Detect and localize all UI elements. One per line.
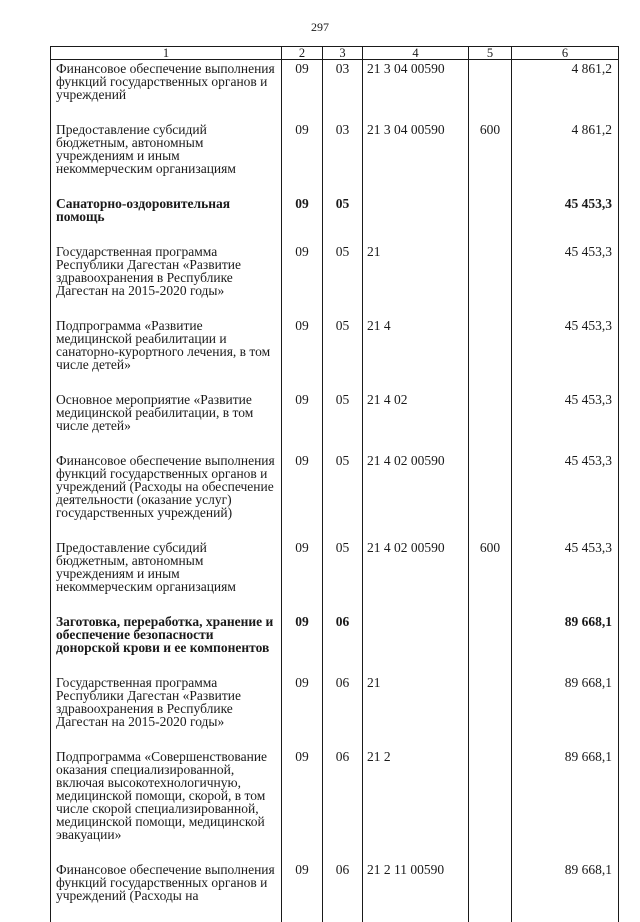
amount: 89 668,1 [512,674,619,748]
budget-table [50,46,619,922]
table-row [51,861,619,922]
table-row [51,60,619,122]
expense-type-code [469,861,512,922]
target-article-code: 21 2 [363,748,469,861]
row-name: Предоставление субсидий бюджетным, автономным учреждениям и иным некоммерческим организациям [51,121,282,195]
expense-type-code [469,243,512,317]
expense-type-code [469,748,512,861]
target-article-code: 21 [363,243,469,317]
header-col-6: 6 [512,47,619,60]
table-row [51,539,619,613]
amount: 89 668,1 [512,748,619,861]
target-article-code: 21 [363,674,469,748]
amount: 45 453,3 [512,195,619,243]
row-name: Государственная программа Республики Дагестан «Развитие здравоохранения в Республике Дагестан на 2015-2020 годы» [51,674,282,748]
target-article-code [363,195,469,243]
section-code: 09 [282,317,323,391]
target-article-code: 21 4 [363,317,469,391]
row-name: Финансовое обеспечение выполнения функций государственных органов и учреждений (Расходы на обеспечение деятельности (оказание услуг) государственных учреждений) [51,452,282,539]
table-header [51,47,619,60]
table-row [51,748,619,861]
row-name: Подпрограмма «Развитие медицинской реабилитации и санаторно-курортного лечения, в том числе детей» [51,317,282,391]
amount: 45 453,3 [512,243,619,317]
section-code: 09 [282,391,323,452]
target-article-code: 21 4 02 [363,391,469,452]
header-col-2: 2 [282,47,323,60]
section-code: 09 [282,60,323,122]
section-code: 09 [282,121,323,195]
amount: 89 668,1 [512,861,619,922]
header-row [51,47,619,60]
row-name: Финансовое обеспечение выполнения функций государственных органов и учреждений (Расходы на [51,861,282,922]
row-name: Основное мероприятие «Развитие медицинской реабилитации, в том числе детей» [51,391,282,452]
subsection-code: 06 [323,613,363,674]
subsection-code: 06 [323,748,363,861]
section-code: 09 [282,195,323,243]
target-article-code: 21 4 02 00590 [363,539,469,613]
section-code: 09 [282,613,323,674]
expense-type-code [469,317,512,391]
subsection-code: 05 [323,539,363,613]
table-row [51,613,619,674]
table-body [51,60,619,922]
section-code: 09 [282,243,323,317]
target-article-code: 21 3 04 00590 [363,60,469,122]
table-row [51,452,619,539]
table-row [51,674,619,748]
expense-type-code [469,391,512,452]
row-name: Подпрограмма «Совершенствование оказания специализированной, включая высокотехнологичную, медицинской помощи, скорой, в том числе скорой специализированной, медицинской помощи, медицинской эвакуации» [51,748,282,861]
subsection-code: 05 [323,452,363,539]
amount: 89 668,1 [512,613,619,674]
expense-type-code [469,452,512,539]
subsection-code: 06 [323,674,363,748]
table-row [51,243,619,317]
table-row [51,195,619,243]
header-col-4: 4 [363,47,469,60]
subsection-code: 05 [323,317,363,391]
expense-type-code: 600 [469,539,512,613]
section-code: 09 [282,539,323,613]
header-col-5: 5 [469,47,512,60]
target-article-code: 21 2 11 00590 [363,861,469,922]
row-name: Государственная программа Республики Дагестан «Развитие здравоохранения в Республике Дагестан на 2015-2020 годы» [51,243,282,317]
section-code: 09 [282,748,323,861]
table-row [51,121,619,195]
row-name: Финансовое обеспечение выполнения функций государственных органов и учреждений [51,60,282,122]
amount: 4 861,2 [512,60,619,122]
subsection-code: 05 [323,243,363,317]
amount: 45 453,3 [512,539,619,613]
table-row [51,391,619,452]
expense-type-code: 600 [469,121,512,195]
target-article-code: 21 3 04 00590 [363,121,469,195]
expense-type-code [469,613,512,674]
amount: 45 453,3 [512,391,619,452]
subsection-code: 05 [323,195,363,243]
section-code: 09 [282,861,323,922]
subsection-code: 05 [323,391,363,452]
header-col-1: 1 [51,47,282,60]
expense-type-code [469,60,512,122]
section-code: 09 [282,452,323,539]
expense-type-code [469,674,512,748]
page-number: 297 [0,20,640,35]
amount: 45 453,3 [512,452,619,539]
subsection-code: 03 [323,121,363,195]
section-code: 09 [282,674,323,748]
row-name: Заготовка, переработка, хранение и обеспечение безопасности донорской крови и ее компонентов [51,613,282,674]
expense-type-code [469,195,512,243]
target-article-code [363,613,469,674]
table-row [51,317,619,391]
amount: 4 861,2 [512,121,619,195]
amount: 45 453,3 [512,317,619,391]
row-name: Предоставление субсидий бюджетным, автономным учреждениям и иным некоммерческим организациям [51,539,282,613]
target-article-code: 21 4 02 00590 [363,452,469,539]
subsection-code: 06 [323,861,363,922]
header-col-3: 3 [323,47,363,60]
subsection-code: 03 [323,60,363,122]
row-name: Санаторно-оздоровительная помощь [51,195,282,243]
